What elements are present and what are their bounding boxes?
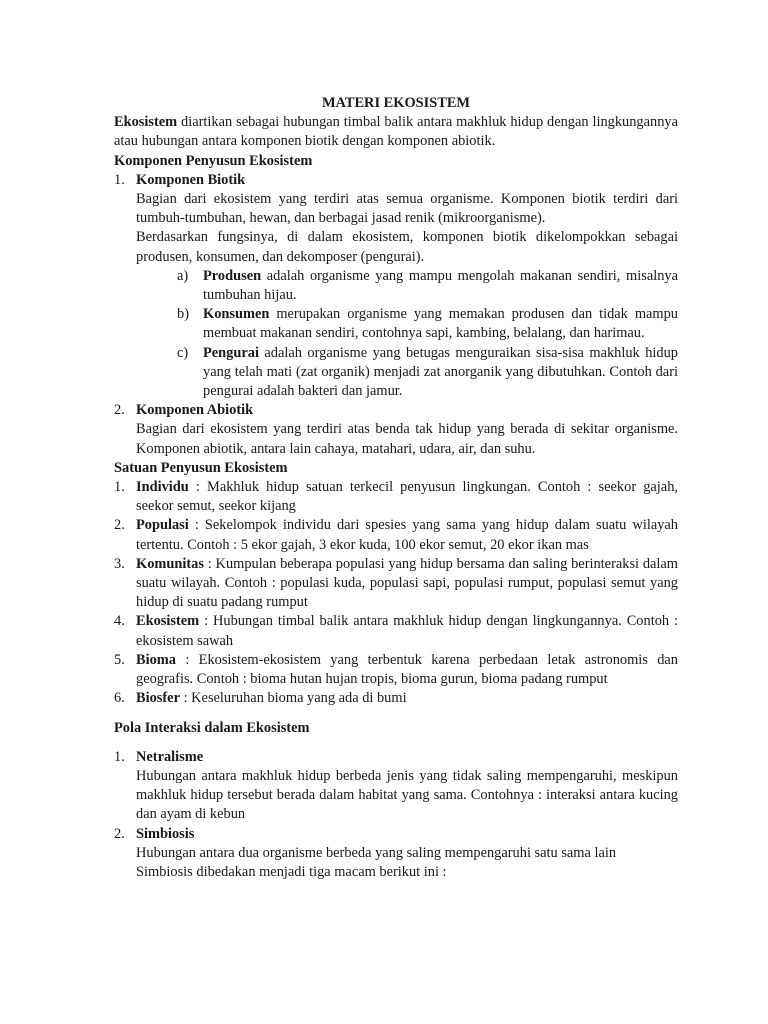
list-item-text: : Kumpulan beberapa populasi yang hidup bersama dan saling berinteraksi dalam suatu wilayah. Contoh : populasi kuda, populasi sapi, populasi rumput, populasi semut yang hidup di suatu padang rumput: [136, 555, 678, 611]
list-number: 4.: [114, 613, 125, 630]
list-item-term: Komunitas: [136, 555, 204, 572]
sub-item-term: Produsen: [203, 267, 262, 284]
list-number: 2.: [114, 402, 125, 419]
item-title-abiotik: Komponen Abiotik: [136, 402, 254, 419]
list-number: 2.: [114, 825, 125, 842]
sub-item-produsen: [158, 267, 678, 305]
list-item-komponen-biotik: [114, 171, 678, 401]
list-item-term: Populasi: [136, 517, 189, 534]
list-item-term: Bioma: [136, 651, 176, 668]
sub-item-text: adalah organisme yang mampu mengolah makanan sendiri, misalnya tumbuhan hijau.: [203, 267, 678, 304]
section-heading-komponen: Komponen Penyusun Ekosistem: [114, 152, 313, 169]
section-heading-satuan: Satuan Penyusun Ekosistem: [114, 459, 288, 476]
simbiosis-paragraph-1: Hubungan antara dua organisme berbeda yang saling mempengaruhi satu sama lain: [136, 844, 617, 861]
list-item-text: : Makhluk hidup satuan terkecil penyusun lingkungan. Contoh : seekor gajah, seekor semut, seekor kijang: [136, 479, 678, 515]
list-item-text: : Sekelompok individu dari spesies yang sama yang hidup dalam suatu wilayah tertentu. Contoh : 5 ekor gajah, 3 ekor kuda, 100 ekor semut, 20 ekor ikan mas: [136, 517, 678, 553]
sub-item-text: merupakan organisme yang memakan produsen dan tidak mampu membuat makanan sendiri, contohnya sapi, kambing, belalang, dan harimau.: [203, 306, 678, 342]
sub-item-label: c): [177, 344, 189, 361]
list-number: 6.: [114, 690, 125, 707]
intro-text: diartikan sebagai hubungan timbal balik antara makhluk hidup dengan lingkungannya atau hubungan antara komponen biotik dengan komponen abiotik.: [114, 114, 678, 150]
list-number: 1.: [114, 171, 125, 188]
list-item-text: : Keseluruhan bioma yang ada di bumi: [179, 690, 407, 707]
sub-item-term: Pengurai: [203, 344, 259, 361]
sub-item-pengurai: [158, 344, 678, 402]
biotik-paragraph-2: Berdasarkan fungsinya, di dalam ekosistem, komponen biotik dikelompokkan sebagai produsen, konsumen, dan dekomposer (pengurai).: [136, 229, 678, 265]
list-item-term: Biosfer: [136, 690, 180, 707]
section-heading-pola-interaksi: Pola Interaksi dalam Ekosistem: [114, 719, 310, 736]
document-title: MATERI EKOSISTEM: [321, 95, 471, 111]
list-number: 5.: [114, 651, 125, 668]
abiotik-paragraph: Bagian dari ekosistem yang terdiri atas benda tak hidup yang berada di sekitar organisme. Komponen abiotik, antara lain cahaya, matahari, udara, air, dan suhu.: [136, 421, 678, 457]
list-item-netralisme: [114, 748, 678, 825]
sub-item-term: Konsumen: [203, 306, 270, 323]
list-item-simbiosis: [114, 825, 678, 883]
netralisme-paragraph: Hubungan antara makhluk hidup berbeda jenis yang tidak saling mempengaruhi, meskipun makhluk hidup tersebut berada dalam habitat yang sama. Contohnya : interaksi antara kucing dan ayam di kebun: [136, 767, 678, 823]
item-title-netralisme: Netralisme: [136, 748, 204, 765]
list-number: 1.: [114, 748, 125, 765]
spacer: [114, 709, 678, 719]
list-item-komponen-abiotik: [114, 401, 678, 459]
list-number: 3.: [114, 555, 125, 572]
list-item-individu: [114, 478, 678, 516]
list-item-text: : Ekosistem-ekosistem yang terbentuk karena perbedaan letak astronomis dan geografis. Contoh : bioma hutan hujan tropis, bioma gurun, bioma padang rumput: [136, 651, 678, 688]
item-title-simbiosis: Simbiosis: [136, 825, 195, 842]
list-number: 1.: [114, 479, 125, 496]
list-item-term: Individu: [136, 479, 189, 496]
list-item-biosfer: [114, 689, 678, 708]
list-item-komunitas: [114, 555, 678, 613]
list-item-bioma: [114, 651, 678, 689]
sub-item-label: b): [177, 306, 189, 323]
list-item-populasi: [114, 516, 678, 554]
intro-term: Ekosistem: [114, 114, 178, 131]
simbiosis-paragraph-2: Simbiosis dibedakan menjadi tiga macam berikut ini :: [136, 863, 447, 880]
list-item-term: Ekosistem: [136, 613, 200, 630]
list-item-text: : Hubungan timbal balik antara makhluk hidup dengan lingkungannya. Contoh : ekosistem sawah: [136, 613, 678, 649]
list-item-ekosistem: [114, 612, 678, 650]
biotik-paragraph-1: Bagian dari ekosistem yang terdiri atas semua organisme. Komponen biotik terdiri dari tumbuh-tumbuhan, hewan, dan berbagai jasad renik (mikroorganisme).: [136, 191, 678, 227]
sub-item-text: adalah organisme yang betugas menguraikan sisa-sisa makhluk hidup yang telah mati (zat organik) menjadi zat anorganik yang dibutuhkan. Contoh dari pengurai adalah bakteri dan jamur.: [203, 344, 678, 400]
intro-paragraph: [114, 113, 678, 151]
list-number: 2.: [114, 517, 125, 534]
spacer: [114, 738, 678, 748]
sub-item-label: a): [177, 267, 189, 284]
sub-item-konsumen: [158, 305, 678, 343]
item-title-biotik: Komponen Biotik: [136, 171, 246, 188]
